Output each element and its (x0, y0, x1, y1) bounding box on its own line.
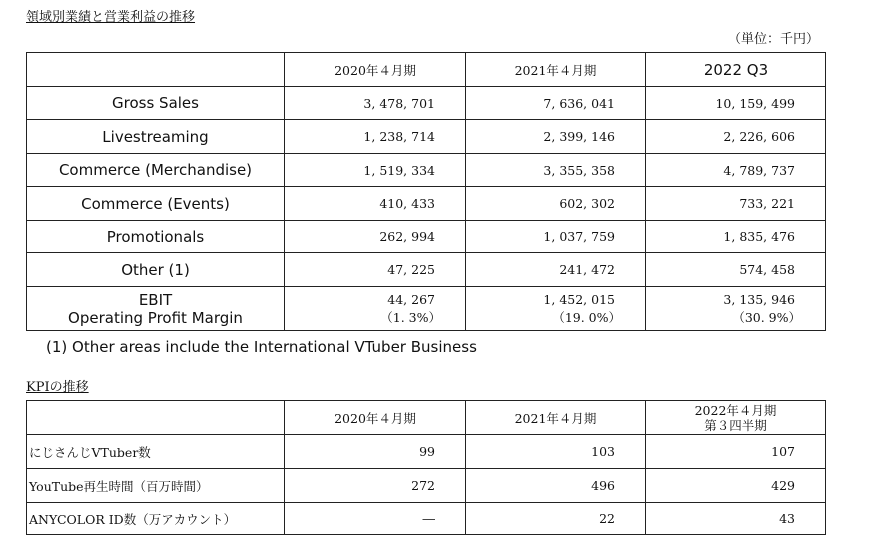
segment-results-table (26, 52, 826, 331)
row-label-commerce-events: Commerce (Events) (27, 187, 285, 221)
cell-value: 22 (466, 503, 646, 535)
cell-value: 99 (285, 435, 466, 469)
cell-value: 1, 238, 714 (285, 120, 466, 154)
table-row (27, 221, 826, 253)
cell-value: 43 (646, 503, 826, 535)
section1-title: 領域別業績と営業利益の推移 (26, 10, 196, 25)
cell-value: 262, 994 (285, 221, 466, 253)
cell-value: 2, 226, 606 (646, 120, 826, 154)
cell-value: 4, 789, 737 (646, 154, 826, 187)
cell-value: ― (285, 503, 466, 535)
kpi-header-row (27, 401, 826, 435)
cell-value: 3, 478, 701 (285, 87, 466, 120)
cell-value: 272 (285, 469, 466, 503)
kpi-header-empty-cell (27, 401, 285, 435)
table-header-row (27, 53, 826, 87)
table-row (27, 435, 826, 469)
cell-value: 1, 037, 759 (466, 221, 646, 253)
table-row (27, 120, 826, 154)
section2-title: KPIの推移 (26, 380, 89, 395)
ebit-cell-q3 (646, 287, 826, 331)
row-label-gross-sales: Gross Sales (27, 87, 285, 120)
cell-value: 496 (466, 469, 646, 503)
table-row (27, 253, 826, 287)
footnote: (1) Other areas include the International VTuber Business (46, 338, 477, 356)
ebit-cell-2020 (285, 287, 466, 331)
cell-value: 107 (646, 435, 826, 469)
ebit-label: EBIT (138, 290, 173, 309)
kpi-label-anycolor-id: ANYCOLOR ID数（万アカウント） (27, 503, 285, 535)
cell-value: 733, 221 (646, 187, 826, 221)
cell-value: 602, 302 (466, 187, 646, 221)
margin-value: （1. 3%） (380, 309, 441, 325)
cell-value: 47, 225 (285, 253, 466, 287)
kpi-label-vtuber-count: にじさんじVTuber数 (27, 435, 285, 469)
kpi-header-2022-line1: 2022年４月期 (694, 402, 777, 418)
ebit-value: 44, 267 (387, 291, 435, 307)
margin-value: （19. 0%） (552, 309, 621, 325)
kpi-header-2021: 2021年４月期 (466, 401, 646, 435)
row-label-livestreaming: Livestreaming (27, 120, 285, 154)
cell-value: 1, 519, 334 (285, 154, 466, 187)
cell-value: 2, 399, 146 (466, 120, 646, 154)
ebit-cell-2021 (466, 287, 646, 331)
row-label-ebit (27, 287, 285, 331)
row-label-commerce-merchandise: Commerce (Merchandise) (27, 154, 285, 187)
kpi-table (26, 400, 826, 535)
header-2020: 2020年４月期 (285, 53, 466, 87)
operating-profit-margin-label: Operating Profit Margin (68, 308, 243, 327)
table-row-ebit (27, 287, 826, 331)
header-empty-cell (27, 53, 285, 87)
ebit-value: 3, 135, 946 (723, 291, 795, 307)
table-row (27, 469, 826, 503)
unit-label: （単位：千円） (728, 32, 820, 47)
cell-value: 10, 159, 499 (646, 87, 826, 120)
header-2021: 2021年４月期 (466, 53, 646, 87)
cell-value: 410, 433 (285, 187, 466, 221)
kpi-header-2020: 2020年４月期 (285, 401, 466, 435)
cell-value: 1, 835, 476 (646, 221, 826, 253)
row-label-promotionals: Promotionals (27, 221, 285, 253)
kpi-label-youtube-watch-time: YouTube再生時間（百万時間） (27, 469, 285, 503)
table-row (27, 154, 826, 187)
cell-value: 429 (646, 469, 826, 503)
margin-value: （30. 9%） (732, 309, 801, 325)
cell-value: 241, 472 (466, 253, 646, 287)
table-row (27, 87, 826, 120)
cell-value: 103 (466, 435, 646, 469)
ebit-value: 1, 452, 015 (543, 291, 615, 307)
kpi-header-2022 (646, 401, 826, 435)
cell-value: 3, 355, 358 (466, 154, 646, 187)
header-2022-q3: 2022 Q3 (703, 60, 769, 79)
row-label-other: Other (1) (27, 253, 285, 287)
kpi-header-2022-line2: 第３四半期 (704, 417, 767, 433)
table-row (27, 187, 826, 221)
cell-value: 574, 458 (646, 253, 826, 287)
cell-value: 7, 636, 041 (466, 87, 646, 120)
header-q3-cell (646, 53, 826, 87)
table-row (27, 503, 826, 535)
